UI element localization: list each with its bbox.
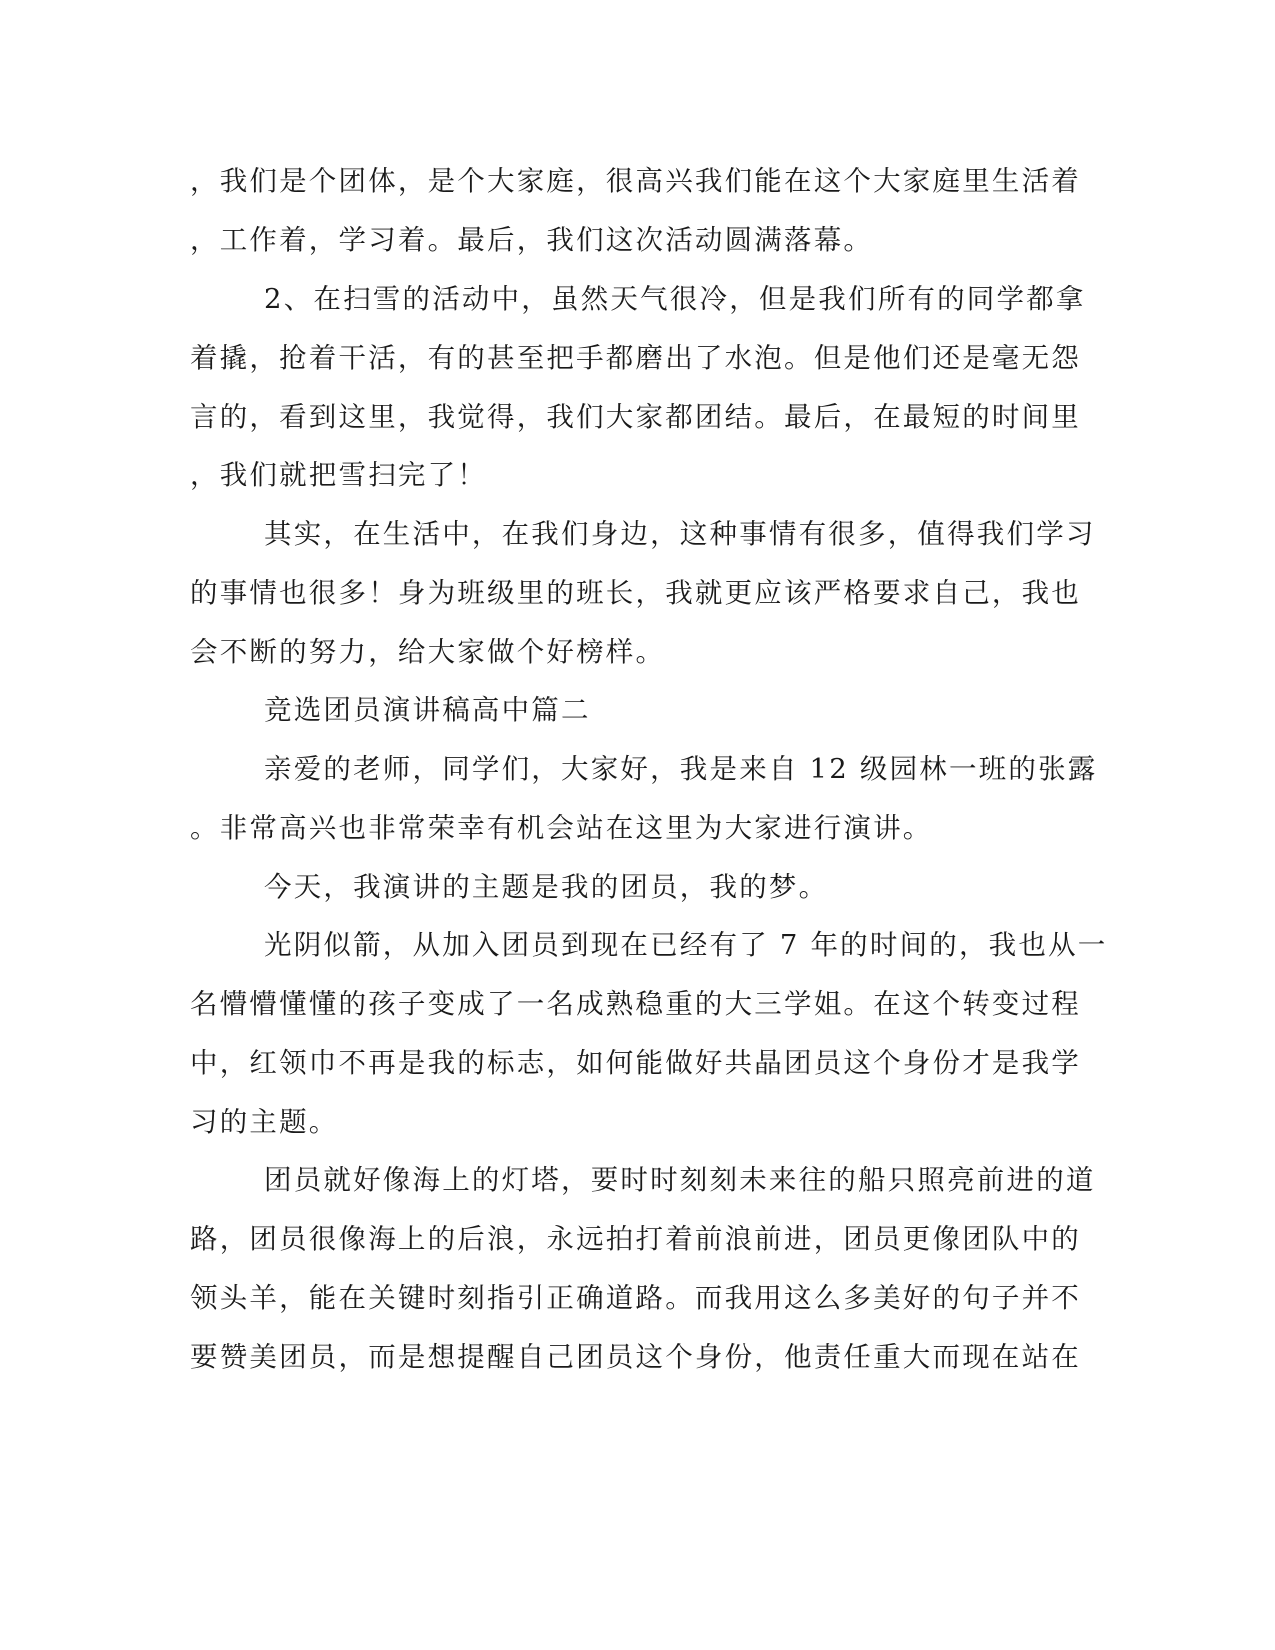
text-line: 。非常高兴也非常荣幸有机会站在这里为大家进行演讲。 bbox=[190, 812, 933, 844]
paragraph-start: 2、在扫雪的活动中，虽然天气很冷，但是我们所有的同学都拿 bbox=[264, 283, 1086, 315]
text-line: ，我们就把雪扫完了！ bbox=[190, 459, 487, 491]
text-line: 着撬，抢着干活，有的甚至把手都磨出了水泡。但是他们还是毫无怨 bbox=[190, 342, 1081, 374]
text-line: 名懵懵懂懂的孩子变成了一名成熟稳重的大三学姐。在这个转变过程 bbox=[190, 988, 1081, 1020]
text-line: 中，红领巾不再是我的标志，如何能做好共晶团员这个身份才是我学 bbox=[190, 1047, 1081, 1079]
text-line: ，我们是个团体，是个大家庭，很高兴我们能在这个大家庭里生活着 bbox=[190, 165, 1081, 197]
section-heading: 竞选团员演讲稿高中篇二 bbox=[264, 694, 591, 726]
text-line: 领头羊，能在关键时刻指引正确道路。而我用这么多美好的句子并不 bbox=[190, 1282, 1081, 1314]
paragraph-start: 光阴似箭，从加入团员到现在已经有了 7 年的时间的，我也从一 bbox=[264, 929, 1108, 961]
paragraph-start: 团员就好像海上的灯塔，要时时刻刻未来往的船只照亮前进的道 bbox=[264, 1164, 1096, 1196]
paragraph-start: 亲爱的老师，同学们，大家好，我是来自 12 级园林一班的张露 bbox=[264, 753, 1098, 785]
text-line: 习的主题。 bbox=[190, 1106, 339, 1138]
text-line: 路，团员很像海上的后浪，永远拍打着前浪前进，团员更像团队中的 bbox=[190, 1223, 1081, 1255]
text-line: ，工作着，学习着。最后，我们这次活动圆满落幕。 bbox=[190, 224, 874, 256]
paragraph-start: 今天，我演讲的主题是我的团员，我的梦。 bbox=[264, 871, 829, 903]
text-line: 要赞美团员，而是想提醒自己团员这个身份，他责任重大而现在站在 bbox=[190, 1341, 1081, 1373]
paragraph-start: 其实，在生活中，在我们身边，这种事情有很多，值得我们学习 bbox=[264, 518, 1096, 550]
text-line: 会不断的努力，给大家做个好榜样。 bbox=[190, 636, 666, 668]
text-line: 言的，看到这里，我觉得，我们大家都团结。最后，在最短的时间里 bbox=[190, 401, 1081, 433]
text-line: 的事情也很多！身为班级里的班长，我就更应该严格要求自己，我也 bbox=[190, 577, 1081, 609]
